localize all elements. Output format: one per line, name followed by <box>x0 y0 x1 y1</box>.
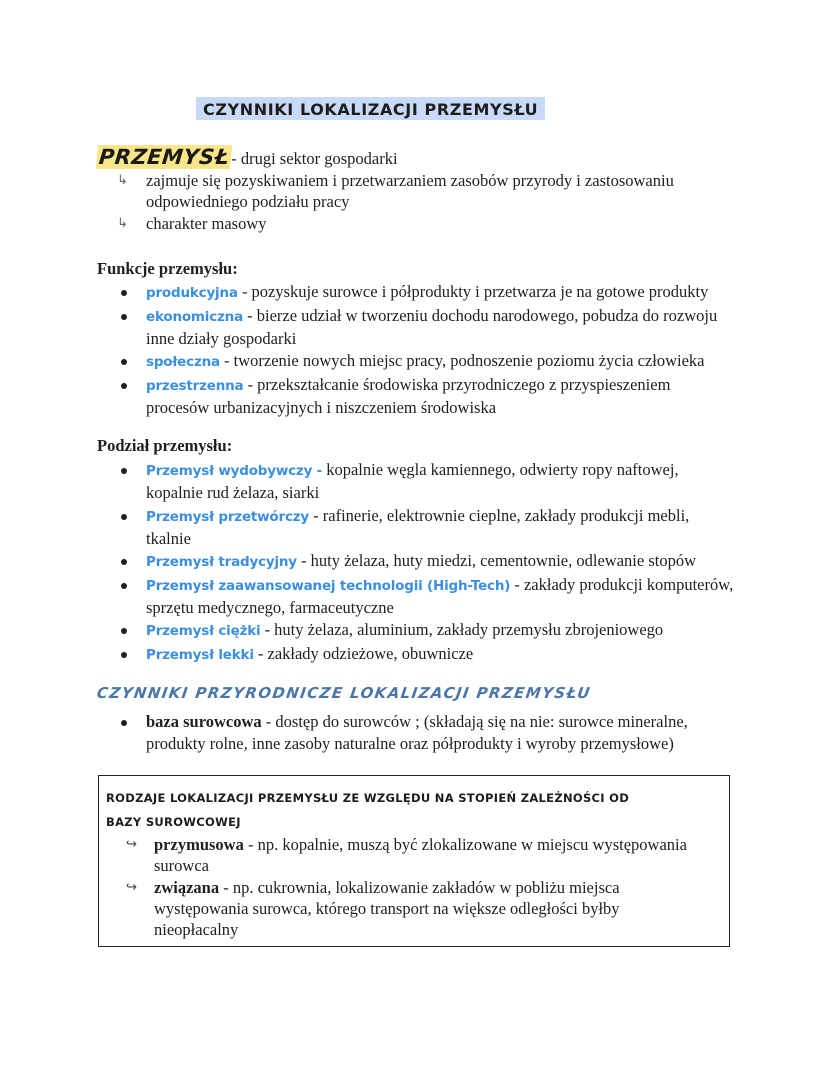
list-item <box>117 213 757 234</box>
list-item <box>117 350 737 373</box>
box-text: - np. cukrownia, lokalizowanie zakładów w pobliżu miejsca występowania surowca, którego transport na większe odległości byłby nieopłacalny <box>154 878 620 939</box>
list-item <box>117 619 737 642</box>
przemysl-points-list <box>117 170 757 235</box>
podzial-list <box>117 459 737 666</box>
przyrodnicze-list <box>117 711 737 756</box>
podzial-text: - zakłady odzieżowe, obuwnicze <box>253 643 474 663</box>
przemysl-point-text: zajmuje się pozyskiwaniem i przetwarzaniem zasobów przyrody i zastosowaniu odpowiedniego podziału pracy <box>146 171 674 211</box>
bullet-icon <box>121 314 127 320</box>
funkcja-term: przestrzenna <box>146 377 244 394</box>
box-term: przymusowa <box>154 835 244 854</box>
podzial-term: Przemysł lekki <box>146 646 254 663</box>
hook-arrow-icon: ↳ <box>117 216 128 231</box>
funkcja-text: - bierze udział w tworzeniu dochodu narodowego, pobudza do rozwoju inne działy gospodarki <box>146 305 718 348</box>
bullet-icon <box>121 559 127 565</box>
podzial-text: - huty żelaza, aluminium, zakłady przemysłu zbrojeniowego <box>260 620 664 639</box>
przyrodnicze-text: - dostęp do surowców ; (składają się na nie: surowce mineralne, produkty rolne, inne zasoby naturalne oraz półprodukty i wyroby przemysłowe) <box>146 712 688 753</box>
list-item <box>117 459 737 504</box>
bullet-icon <box>121 652 127 658</box>
przemysl-definition-line <box>97 145 398 169</box>
funkcja-text: - pozyskuje surowce i półprodukty i przetwarza je na gotowe produkty <box>237 282 709 301</box>
list-item <box>126 834 706 876</box>
przemysl-highlighted-word: PRZEMYSŁ <box>97 145 231 169</box>
list-item <box>117 170 757 212</box>
list-item <box>126 877 706 940</box>
list-item <box>117 281 737 304</box>
list-item <box>117 550 737 573</box>
podzial-text: kopalnie węgla kamiennego, odwierty ropy naftowej, kopalnie rud żelaza, siarki <box>146 460 679 502</box>
list-item <box>117 505 737 550</box>
podzial-term: Przemysł przetwórczy <box>146 508 310 525</box>
podzial-term: Przemysł ciężki <box>146 623 261 639</box>
list-item <box>117 574 737 619</box>
bullet-icon <box>121 468 127 474</box>
box-text: - np. kopalnie, muszą być zlokalizowane w miejscu występowania surowca <box>154 835 687 875</box>
bullet-icon <box>121 514 127 520</box>
lokalizacja-box <box>98 775 730 947</box>
funkcja-text: - przekształcanie środowiska przyrodniczego z przyspieszeniem procesów urbanizacyjnych i niszczeniem środowiska <box>146 374 671 417</box>
box-list <box>126 834 706 941</box>
funkcja-term: produkcyjna <box>146 285 238 301</box>
funkcja-term: ekonomiczna <box>146 308 244 325</box>
przemysl-point-text: charakter masowy <box>146 214 267 233</box>
list-item <box>117 711 737 755</box>
funkcje-heading: Funkcje przemysłu: <box>97 259 238 278</box>
przyrodnicze-term: baza surowcowa <box>146 712 262 731</box>
podzial-term: Przemysł tradycyjny <box>146 554 297 570</box>
podzial-text: - zakłady produkcji komputerów, sprzętu medycznego, farmaceutyczne <box>146 574 734 617</box>
box-term: związana <box>154 878 220 897</box>
podzial-heading: Podział przemysłu: <box>97 436 233 455</box>
przyrodnicze-heading: CZYNNIKI PRZYRODNICZE LOKALIZACJI PRZEMYSŁU <box>95 684 593 702</box>
list-item <box>117 374 737 419</box>
funkcja-text: - tworzenie nowych miejsc pracy, podnoszenie poziomu życia człowieka <box>219 351 705 370</box>
bullet-icon <box>121 628 127 634</box>
przemysl-definition: - drugi sektor gospodarki <box>231 149 398 168</box>
hook-right-arrow-icon: ↪ <box>126 880 137 895</box>
podzial-text: - rafinerie, elektrownie cieplne, zakłady produkcji mebli, tkalnie <box>146 505 690 548</box>
bullet-icon <box>121 383 127 389</box>
funkcja-term: społeczna <box>146 354 220 370</box>
podzial-text: - huty żelaza, huty miedzi, cementownie, odlewanie stopów <box>296 551 696 570</box>
hook-arrow-icon: ↳ <box>117 173 128 188</box>
page-title: CZYNNIKI LOKALIZACJI PRZEMYSŁU <box>196 97 545 120</box>
list-item <box>117 643 737 666</box>
hook-right-arrow-icon: ↪ <box>126 837 137 852</box>
funkcje-list <box>117 281 737 419</box>
box-title: RODZAJE LOKALIZACJI PRZEMYSŁU ZE WZGLĘDU NA STOPIEŃ ZALEŻNOŚCI OD BAZY SUROWCOWEJ <box>106 791 630 829</box>
bullet-icon <box>121 583 127 589</box>
list-item <box>117 305 737 350</box>
podzial-term: Przemysł wydobywczy - <box>146 463 323 479</box>
bullet-icon <box>121 720 127 726</box>
bullet-icon <box>121 290 127 296</box>
podzial-term: Przemysł zaawansowanej technologii (High-Tech) <box>146 577 511 594</box>
bullet-icon <box>121 359 127 365</box>
